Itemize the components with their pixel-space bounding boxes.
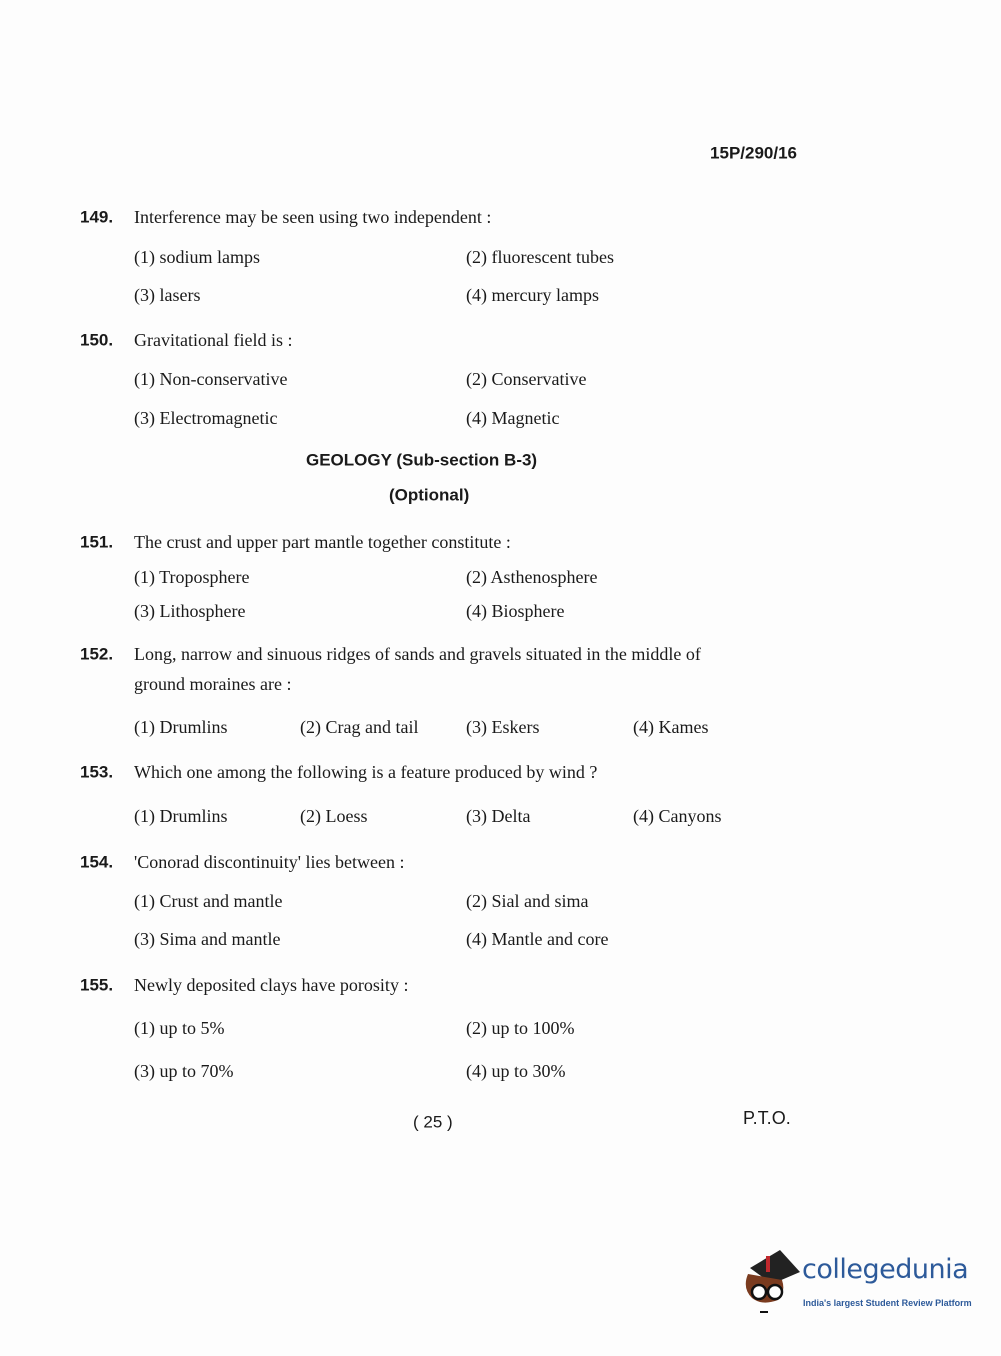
collegedunia-logo <box>742 1248 972 1318</box>
option-2: (2) Asthenosphere <box>466 567 598 587</box>
option-1: (1) Drumlins <box>134 717 228 737</box>
option-4: (4) Canyons <box>633 806 722 826</box>
option-4: (4) mercury lamps <box>466 285 599 305</box>
option-3: (3) lasers <box>134 285 201 305</box>
option-4: (4) Kames <box>633 717 709 737</box>
question-number: 149. <box>80 207 114 227</box>
logo-tagline: India's largest Student Review Platform <box>803 1298 972 1308</box>
option-3: (3) Sima and mantle <box>134 929 281 949</box>
option-2: (2) Loess <box>300 806 368 826</box>
question-number: 152. <box>80 644 114 664</box>
option-2: (2) fluorescent tubes <box>466 247 614 267</box>
question-text: ground moraines are : <box>134 674 292 694</box>
question-text: Long, narrow and sinuous ridges of sands and gravels situated in the middle of <box>134 644 701 664</box>
option-2: (2) Crag and tail <box>300 717 419 737</box>
option-1: (1) Drumlins <box>134 806 228 826</box>
option-3: (3) Eskers <box>466 717 540 737</box>
question-text: 'Conorad discontinuity' lies between : <box>134 852 405 872</box>
question-number: 150. <box>80 330 114 350</box>
question-text: Newly deposited clays have porosity : <box>134 975 409 995</box>
question-text: Which one among the following is a feature produced by wind ? <box>134 762 598 782</box>
question-text: The crust and upper part mantle together constitute : <box>134 532 511 552</box>
question-number: 151. <box>80 532 114 552</box>
page-number: ( 25 ) <box>413 1112 453 1132</box>
option-3: (3) Electromagnetic <box>134 408 278 428</box>
option-2: (2) up to 100% <box>466 1018 575 1038</box>
question-number: 155. <box>80 975 114 995</box>
pto-label: P.T.O. <box>743 1108 791 1128</box>
option-3: (3) up to 70% <box>134 1061 234 1081</box>
option-2: (2) Sial and sima <box>466 891 589 911</box>
option-3: (3) Lithosphere <box>134 601 246 621</box>
section-subtitle: (Optional) <box>389 485 470 505</box>
option-2: (2) Conservative <box>466 369 587 389</box>
question-number: 154. <box>80 852 114 872</box>
option-3: (3) Delta <box>466 806 531 826</box>
logo-wordmark: collegedunia <box>802 1254 969 1285</box>
question-text: Interference may be seen using two independent : <box>134 207 492 227</box>
option-1: (1) up to 5% <box>134 1018 225 1038</box>
option-1: (1) Troposphere <box>134 567 250 587</box>
paper-code: 15P/290/16 <box>710 143 797 163</box>
question-number: 153. <box>80 762 114 782</box>
mascot-icon <box>742 1248 802 1314</box>
section-title: GEOLOGY (Sub-section B-3) <box>306 450 538 470</box>
option-1: (1) Crust and mantle <box>134 891 283 911</box>
question-text: Gravitational field is : <box>134 330 293 350</box>
option-4: (4) up to 30% <box>466 1061 566 1081</box>
option-4: (4) Biosphere <box>466 601 565 621</box>
option-1: (1) Non-conservative <box>134 369 288 389</box>
option-4: (4) Mantle and core <box>466 929 609 949</box>
option-4: (4) Magnetic <box>466 408 560 428</box>
option-1: (1) sodium lamps <box>134 247 260 267</box>
